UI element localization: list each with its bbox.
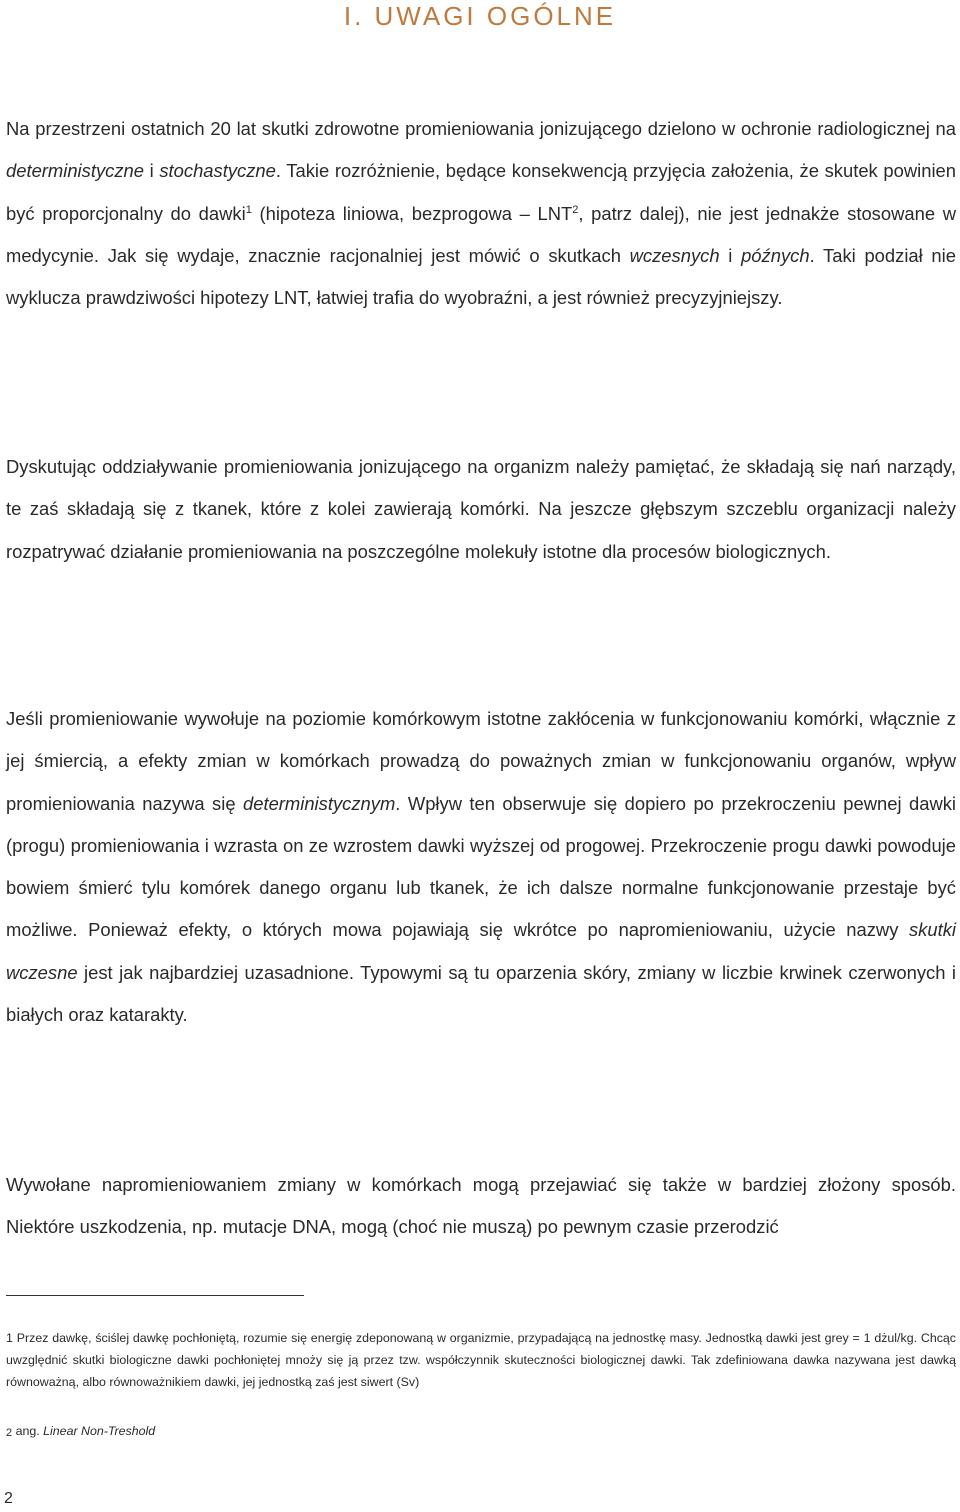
text: . Taki podział nie wyklucza prawdziwości hipotezy LNT, łatwiej trafia do wyobraźni, a jest również precyzyjniejszy. xyxy=(6,244,956,309)
section-heading: I. UWAGI OGÓLNE xyxy=(343,1,617,31)
text: (hipoteza liniowa, bezprogowa – LNT xyxy=(251,202,573,224)
paragraph-2: Dyskutując oddziaływanie promieniowania jonizującego na organizm należy pamiętać, że składają się nań narządy, te zaś składają się z tkanek, które z kolei zawierają komórki. Na jeszcze głębszym szczeblu organizacji należy rozpatrywać działanie promieniowania na poszczególne molekuły istotne dla procesów biologicznych. xyxy=(6,456,956,562)
text: Jeśli promieniowanie wywołuje na poziomie komórkowym istotne zakłócenia w funkcjonowaniu komórki, włącznie z jej śmiercią, a efekty zmian w komórkach prowadzą do poważnych zmian w funkcjonowaniu organów, wpływ promieniowania nazywa się xyxy=(6,708,956,814)
term-poznych: późnych xyxy=(741,244,810,266)
text: i xyxy=(719,244,742,266)
text: i xyxy=(143,160,160,182)
paragraph-1 xyxy=(6,108,956,319)
footnote-text: Przez dawkę, ściślej dawkę pochłoniętą, rozumie się energię zdeponowaną w organizmie, przypadającą na jednostkę masy. Jednostką dawki jest grey = 1 dżul/kg. Chcąc uwzględnić skutki biologiczne dawki pochłoniętej mnoży się ją przez tzw. współczynnik skuteczności biologicznej dawki. Tak zdefiniowana dawka nazywana jest dawką równoważną, albo równoważnikiem dawki, jej jednostką zaś jest siwert (Sv) xyxy=(6,1331,956,1389)
paragraph-4: Wywołane napromieniowaniem zmiany w komórkach mogą przejawiać się także w bardziej złożony sposób. Niektóre uszkodzenia, np. mutacje DNA, mogą (choć nie muszą) po pewnym czasie przerodzić xyxy=(6,1174,956,1238)
paragraph-3 xyxy=(6,698,956,1036)
text: . Takie rozróżnienie, będące konsekwencją przyjęcia założenia, że skutek powinien być proporcjonalny do dawki xyxy=(6,160,956,224)
footnote-ref-2[interactable]: 2 xyxy=(572,203,579,216)
text: Na przestrzeni ostatnich 20 lat skutki zdrowotne promieniowania jonizującego dzielono w ochronie radiologicznej na xyxy=(6,118,956,139)
term-deterministyczne: deterministyczne xyxy=(6,160,144,182)
footnote-number: 2 xyxy=(6,1426,13,1439)
page-number: 2 xyxy=(4,1490,13,1507)
footnote-number: 1 xyxy=(6,1331,13,1345)
text: . Wpływ ten obserwuje się dopiero po przekroczeniu pewnej dawki (progu) promieniowania i wzrasta on ze wzrostem dawki wyższej od progowej. Przekroczenie progu dawki powoduje bowiem śmierć tylu komórek danego organu lub tkanek, że ich dalsze normalne funkcjonowanie przestaje być możliwe. Ponieważ efekty, o których mowa pojawiają się wkrótce po napromieniowaniu, użycie nazwy xyxy=(6,792,957,941)
text: jest jak najbardziej uzasadnione. Typowymi są tu oparzenia skóry, zmiany w liczbie krwinek czerwonych i białych oraz katarakty. xyxy=(6,961,956,1026)
footnote-separator xyxy=(6,1295,304,1296)
text: , patrz dalej), nie jest jednakże stosowane w medycynie. Jak się wydaje, znacznie racjonalniej jest mówić o skutkach xyxy=(6,202,956,266)
footnote-1 xyxy=(6,1327,956,1393)
term-wczesnych: wczesnych xyxy=(629,244,720,266)
term-deterministycznym: deterministycznym xyxy=(243,792,396,814)
footnote-term: Linear Non-Treshold xyxy=(43,1424,156,1438)
term-stochastyczne: stochastyczne xyxy=(159,160,276,182)
footnote-2 xyxy=(6,1420,956,1442)
footnote-text: ang. xyxy=(12,1424,44,1438)
term-skutki-wczesne: skutki wczesne xyxy=(6,919,956,983)
footnote-ref-1[interactable]: 1 xyxy=(245,203,252,216)
